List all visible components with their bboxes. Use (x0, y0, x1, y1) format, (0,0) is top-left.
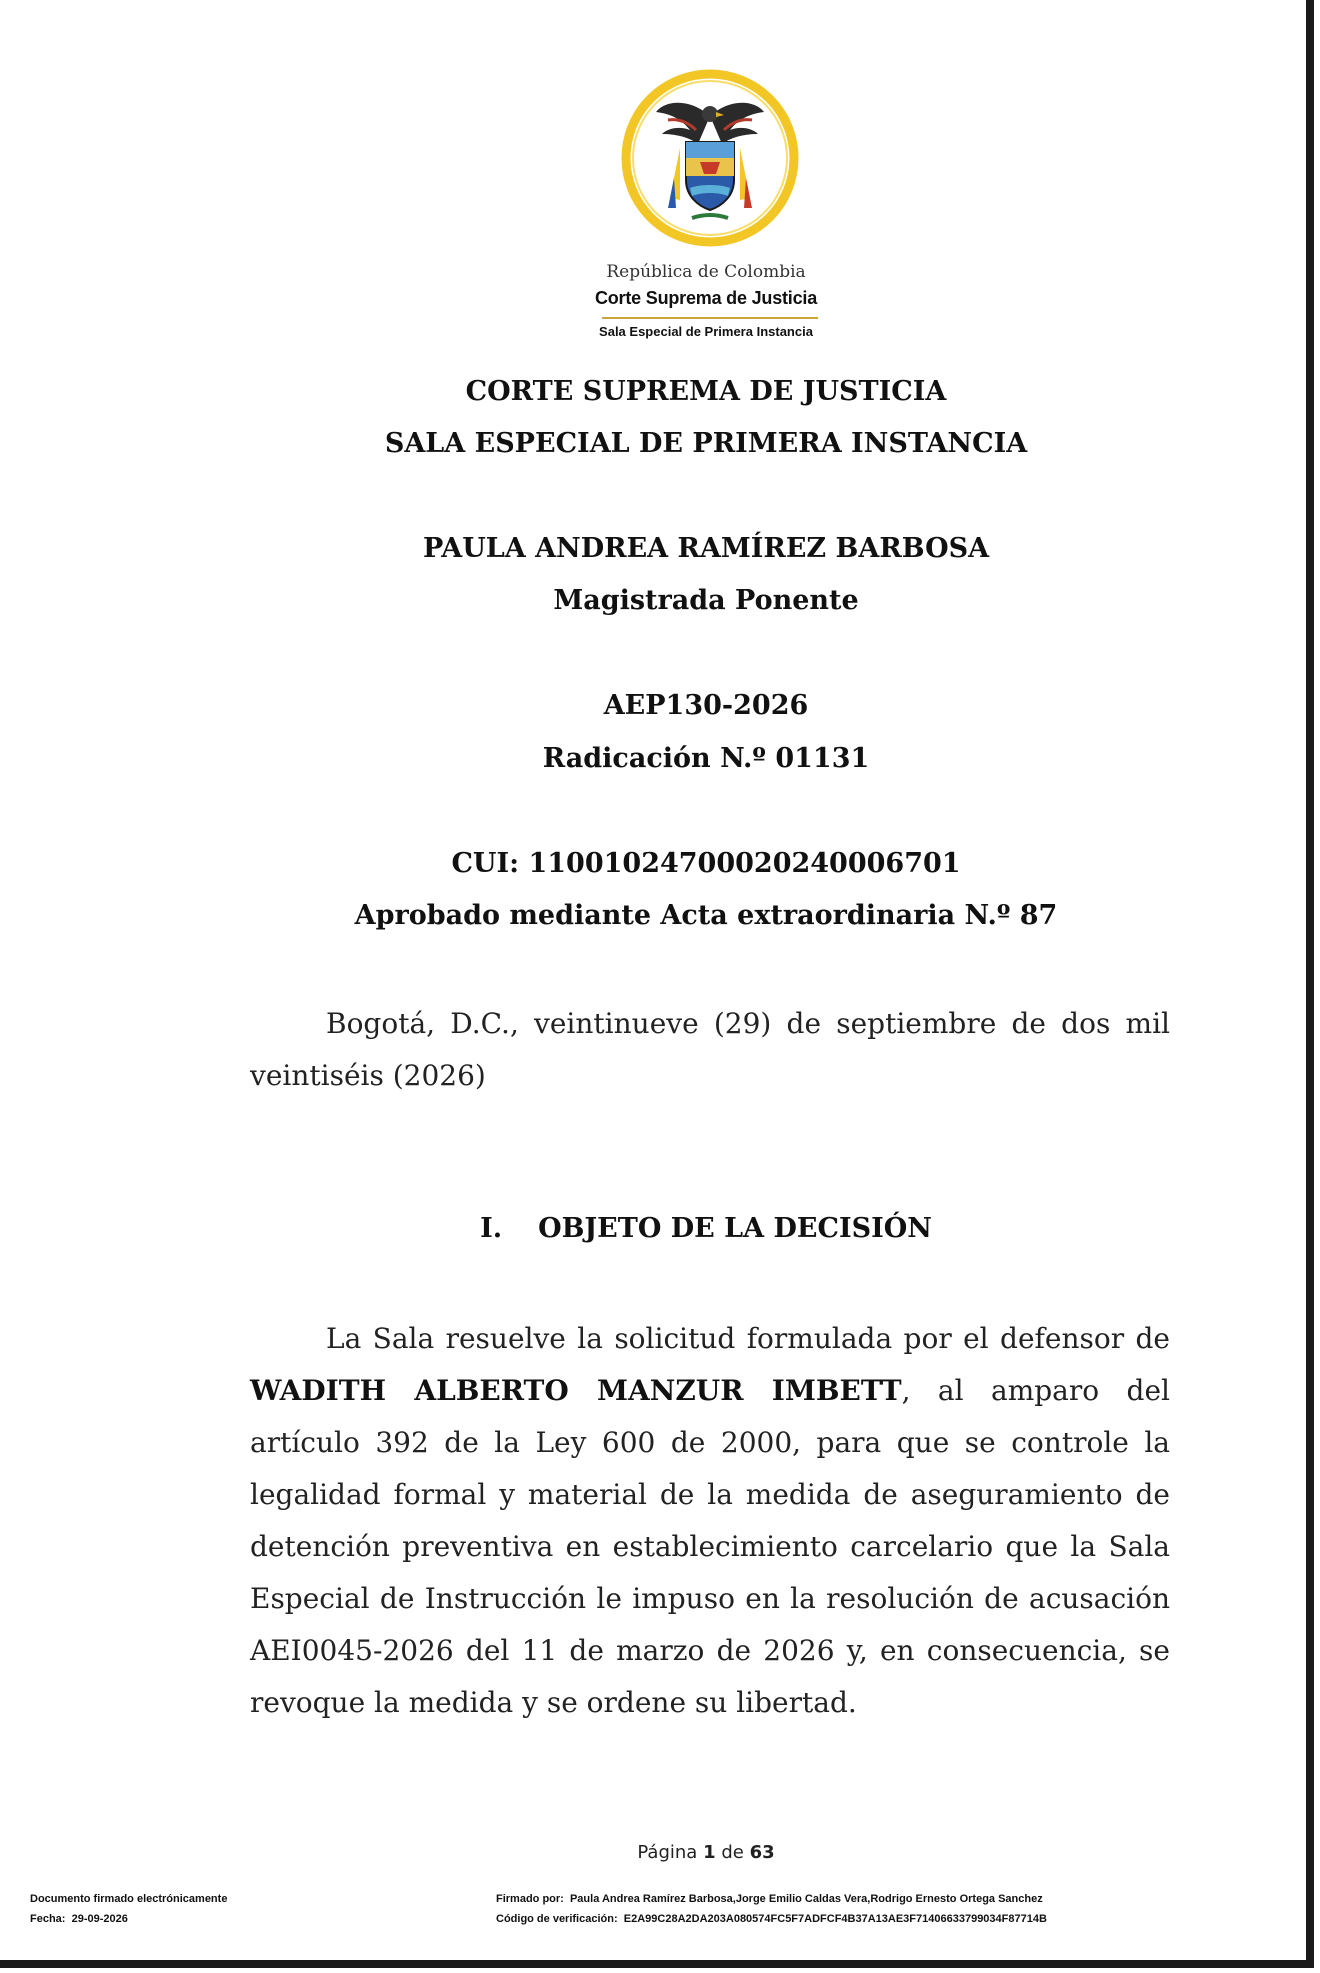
footer-date-value: 29-09-2026 (71, 1913, 128, 1925)
body-intro: La Sala resuelve la solicitud formulada por el defensor de (326, 1322, 1170, 1355)
body-rest: , al amparo del artículo 392 de la Ley 600 de 2000, para que se controle la legalidad formal y material de la medida de aseguramiento de detención preventiva en establecimiento carcelario que la Sala Especial de Instrucción le impuso en la resolución de acusación AEI0045-2026 del 11 de marzo de 2026 y, en consecuencia, se revoque la medida y se ordene su libertad. (250, 1374, 1170, 1719)
footer-signed-by (496, 1893, 1043, 1905)
institution-court: Corte Suprema de Justicia (594, 288, 818, 308)
section-title: OBJETO DE LA DECISIÓN (538, 1213, 932, 1244)
defendant-name: WADITH ALBERTO MANZUR IMBETT (250, 1374, 902, 1407)
page-current: 1 (703, 1842, 716, 1863)
date-paragraph: Bogotá, D.C., veintinueve (29) de septiembre de dos mil veintiséis (2026) (250, 1007, 1170, 1092)
footer-verification-value: E2A99C28A2DA203A080574FC5F7ADFCF4B37A13AE3F71406633799034F87714B (623, 1913, 1047, 1925)
magistrate-role: Magistrada Ponente (553, 585, 859, 616)
footer-date (30, 1913, 128, 1925)
institution-sala: Sala Especial de Primera Instancia (599, 324, 813, 339)
footer-signed-electronically: Documento firmado electrónicamente (30, 1893, 228, 1905)
coat-of-arms-seal-icon (620, 68, 800, 248)
footer-signed-by-label: Firmado por: (496, 1893, 564, 1905)
body-paragraph (250, 1313, 1170, 1729)
footer-verification (496, 1913, 1047, 1925)
cui: CUI: 11001024700020240006701 (451, 848, 961, 879)
page-number (0, 1842, 1320, 1863)
footer-verification-label: Código de verificación: (496, 1913, 618, 1925)
radicacion: Radicación N.º 01131 (542, 743, 870, 774)
section-heading (0, 1213, 1320, 1244)
page-total: 63 (749, 1842, 775, 1863)
page-label: Página (637, 1842, 698, 1863)
footer-signed-by-value: Paula Andrea Ramírez Barbosa,Jorge Emilio Caldas Vera,Rodrigo Ernesto Ortega Sanchez (569, 1893, 1043, 1905)
section-number: I. (480, 1213, 503, 1244)
acta: Aprobado mediante Acta extraordinaria N.º 87 (354, 900, 1058, 931)
auto-number: AEP130-2026 (603, 690, 809, 721)
institution-republic: República de Colombia (606, 262, 806, 282)
page-of: de (721, 1842, 744, 1863)
gold-divider (602, 317, 818, 319)
header-line-2: SALA ESPECIAL DE PRIMERA INSTANCIA (384, 428, 1028, 459)
header-line-1: CORTE SUPREMA DE JUSTICIA (465, 376, 947, 407)
footer-date-label: Fecha: (30, 1913, 66, 1925)
magistrate-name: PAULA ANDREA RAMÍREZ BARBOSA (422, 533, 990, 564)
